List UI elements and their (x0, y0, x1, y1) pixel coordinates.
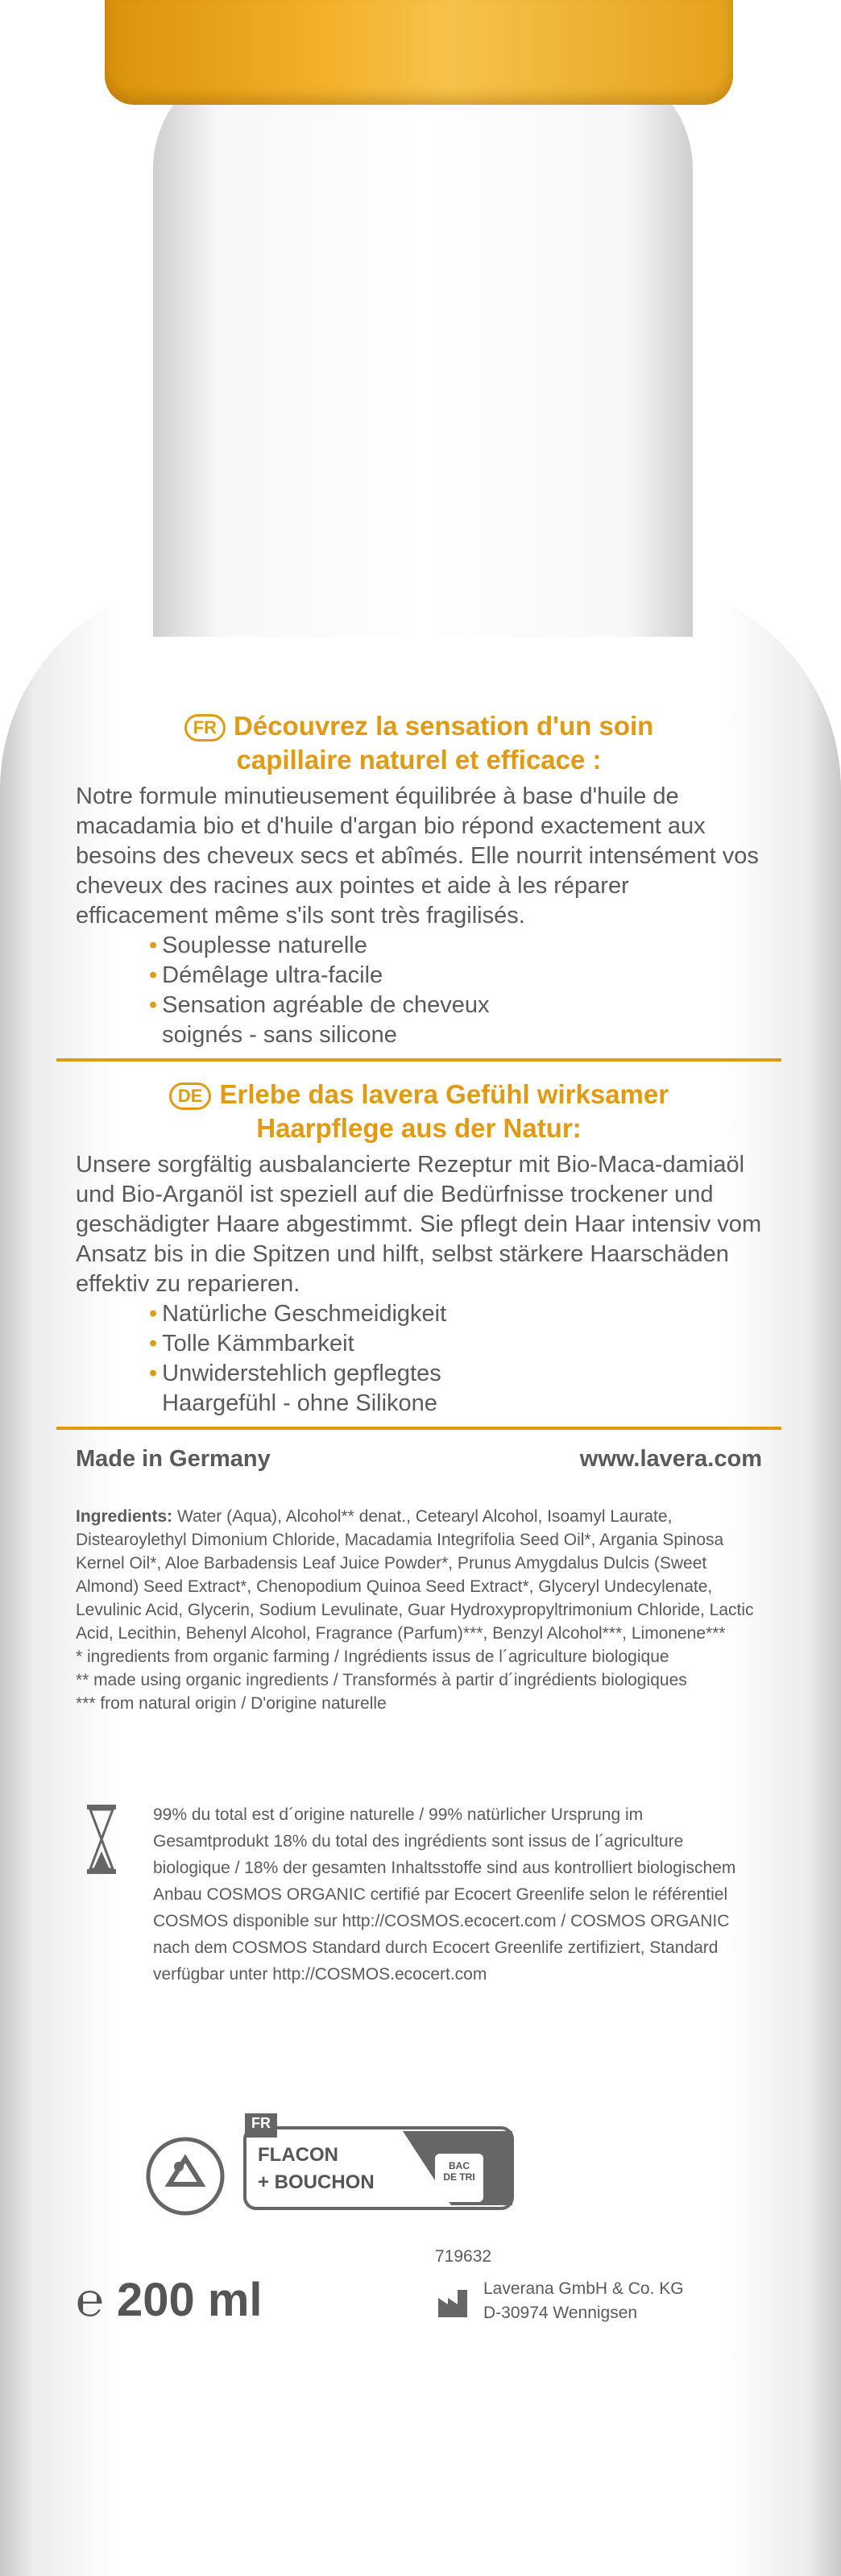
fr-bullet-continued: soignés - sans silicone (162, 1022, 397, 1048)
footnote: * ingredients from organic farming / Ingrédients issus de l´agriculture biologique (76, 1647, 669, 1666)
divider (56, 1427, 781, 1430)
de-paragraph: Unsere sorgfältig ausbalancierte Rezeptur mit Bio-Maca-damiaöl und Bio-Arganöl ist speziell auf die Bedürfnisse trockener und geschädigter Haare abgestimmt. Sie pflegt dein Haar intensiv vom Ansatz bis in die Spitzen und hilft, selbst stärkere Haarschäden effektiv zu reparieren. (76, 1152, 762, 1297)
triman-label (242, 2112, 516, 2217)
bin-icon-text: BAC DE TRI (443, 2160, 475, 2183)
natural-origin-text: 99% du total est d´origine naturelle / 99% natürlicher Ursprung im Gesamtprodukt 18% du total des ingrédients sont issus de l´agriculture biologique / 18% der gesamten Inhaltsstoffe sind aus kontrolliert biologischem Anbau COSMOS ORGANIC certifié par Ecocert Greenlife selon le référentiel COSMOS disponible sur http://COSMOS.ecocert.com / COSMOS ORGANIC nach dem COSMOS Standard durch Ecocert Greenlife zertifiziert, Standard verfügbar unter http://COSMOS.ecocert.com (153, 1805, 736, 1984)
de-bullet: • Unwiderstehlich gepflegtes (149, 1361, 441, 1386)
fr-paragraph: Notre formule minutieusement équilibrée à base d'huile de macadamia bio et d'huile d'argan bio répond exactement aux besoins des cheveux secs et abîmés. Elle nourrit intensément vos cheveux des racines aux pointes et aide à les réparer efficacement même s'ils sont très fragilisés. (76, 783, 759, 929)
ingredients-label: Ingredients: (76, 1507, 173, 1526)
fr-badge: FR (184, 714, 226, 742)
fr-bullet: • Souplesse naturelle (149, 933, 367, 958)
website-link[interactable]: www.lavera.com (579, 1446, 762, 1472)
fr-heading: FR Découvrez la sensation d'un soin capillaire naturel et efficace : (56, 709, 781, 777)
made-in-germany: Made in Germany (76, 1446, 271, 1472)
de-bullet-continued: Haargefühl - ohne Silikone (162, 1390, 437, 1416)
recycle-icon (145, 2136, 226, 2217)
product-code: 719632 (435, 2247, 492, 2266)
bottle-neck (153, 56, 693, 637)
factory-icon (435, 2282, 474, 2320)
triman-line2: + BOUCHON (258, 2171, 375, 2193)
triman-line1: FLACON (258, 2144, 338, 2166)
de-heading: DE Erlebe das lavera Gefühl wirksamer Haarpflege aus der Natur: (56, 1078, 781, 1145)
fr-bullet: • Démêlage ultra-facile (149, 962, 383, 988)
de-badge: DE (169, 1082, 212, 1110)
ingredients-list (76, 1505, 762, 1645)
bottle-cap (105, 0, 733, 105)
de-bullet: • Tolle Kämmbarkeit (149, 1331, 354, 1357)
volume-value: 200 ml (116, 2274, 263, 2326)
hourglass-icon (85, 1803, 118, 1876)
de-bullet: • Natürliche Geschmeidigkeit (149, 1301, 447, 1327)
estimated-sign-icon: ℮ (76, 2274, 104, 2326)
ingredients-text: Water (Aqua), Alcohol** denat., Cetearyl Alcohol, Isoamyl Laurate, Distearoylethyl Dimonium Chloride, Macadamia Integrifolia Seed Oil*, Argania Spinosa Kernel Oil*, Aloe Barbadensis Leaf Juice Powder*, Prunus Amygdalus Dulcis (Sweet Almond) Seed Extract*, Chenopodium Quinoa Seed Extract*, Glyceryl Undecylenate, Levulinic Acid, Glycerin, Sodium Levulinate, Guar Hydroxypropyltrimonium Chloride, Lactic Acid, Lecithin, Behenyl Alcohol, Fragrance (Parfum)***, Benzyl Alcohol***, Limonene*** (76, 1507, 754, 1643)
made-in-row (76, 1446, 762, 1473)
volume (76, 2273, 263, 2327)
fr-bullet: • Sensation agréable de cheveux (149, 992, 490, 1018)
divider (56, 1058, 781, 1062)
footnote: ** made using organic ingredients / Transformés à partir d´ingrédients biologiques (76, 1671, 687, 1689)
triman-country: FR (251, 2115, 271, 2131)
product-label (56, 709, 781, 2539)
manufacturer: Laverana GmbH & Co. KG D-30974 Wennigsen (435, 2277, 684, 2325)
footnote: *** from natural origin / D'origine naturelle (76, 1694, 387, 1713)
